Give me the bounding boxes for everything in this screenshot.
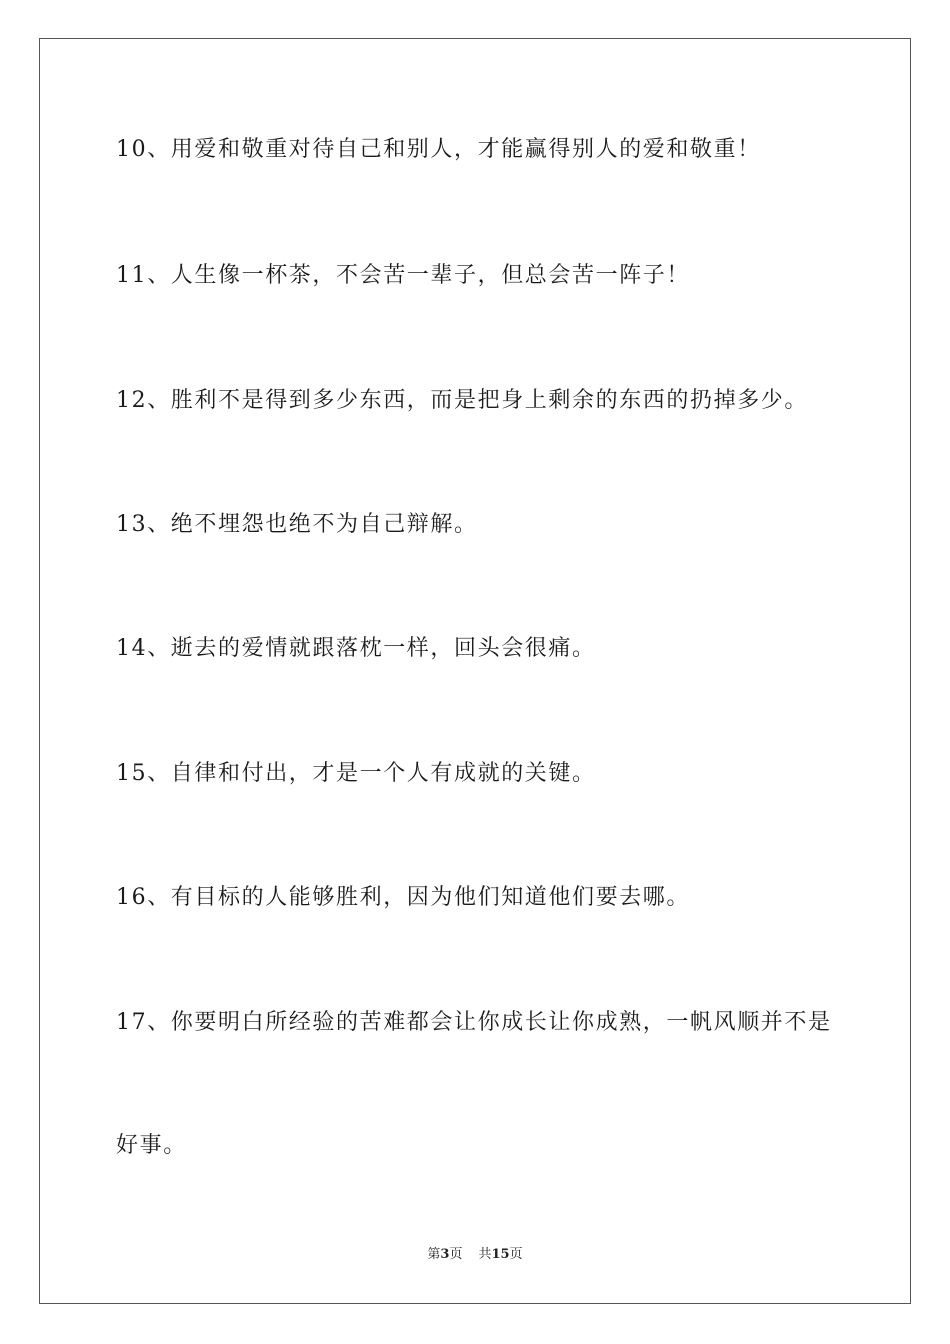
page-border [39, 38, 911, 1304]
quote-line-17-continued: 好事。 [116, 1133, 187, 1158]
quote-line-13: 13、绝不埋怨也绝不为自己辩解。 [116, 512, 478, 537]
quote-line-10: 10、用爱和敬重对待自己和别人，才能赢得别人的爱和敬重！ [116, 137, 761, 162]
total-label-prefix: 共 [478, 1247, 492, 1262]
page-label-prefix: 第 [427, 1247, 441, 1262]
quote-line-17: 17、你要明白所经验的苦难都会让你成长让你成熟，一帆风顺并不是 [116, 1010, 832, 1035]
total-label-suffix: 页 [509, 1247, 523, 1262]
quote-line-14: 14、逝去的爱情就跟落枕一样，回头会很痛。 [116, 636, 596, 661]
total-pages: 15 [491, 1247, 510, 1262]
page-label-suffix: 页 [449, 1247, 463, 1262]
page-number: 3 [440, 1247, 450, 1262]
page-footer [0, 1246, 950, 1264]
quote-line-16: 16、有目标的人能够胜利，因为他们知道他们要去哪。 [116, 885, 690, 910]
quote-line-15: 15、自律和付出，才是一个人有成就的关键。 [116, 761, 596, 786]
quote-line-12: 12、胜利不是得到多少东西，而是把身上剩余的东西的扔掉多少。 [116, 388, 808, 413]
quote-line-11: 11、人生像一杯茶，不会苦一辈子，但总会苦一阵子！ [116, 263, 690, 288]
